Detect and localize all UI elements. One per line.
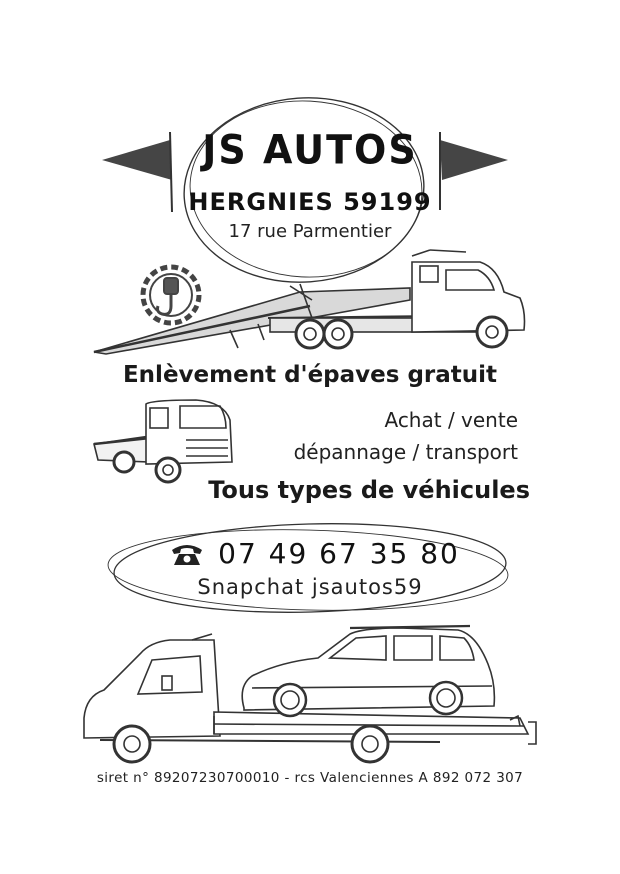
pennant-flag-icon <box>102 132 172 212</box>
pennant-flag-icon <box>440 132 508 210</box>
street-address: 17 rue Parmentier <box>228 221 392 242</box>
suv-car-illustration <box>242 626 494 716</box>
service-buy-sell: Achat / vente <box>384 408 518 432</box>
free-wreck-removal-headline: Enlèvement d'épaves gratuit <box>122 362 498 388</box>
phone-number[interactable]: 07 49 67 35 80 <box>218 537 460 570</box>
city-line: HERGNIES 59199 <box>188 188 432 216</box>
service-tow-transport: dépannage / transport <box>293 440 518 464</box>
tow-truck-illustration <box>94 250 525 354</box>
tow-truck-illustration <box>94 400 232 482</box>
siret-registration: siret n° 89207230700010 - rcs Valenciennes A 892 072 307 <box>96 770 524 786</box>
business-name: JS AUTOS <box>202 126 418 174</box>
phone-row <box>160 537 470 570</box>
tow-hook-gear-icon <box>143 267 199 323</box>
telephone-icon <box>170 542 204 566</box>
all-vehicle-types-tagline: Tous types de véhicules <box>208 476 530 504</box>
snapchat-handle[interactable]: Snapchat jsautos59 <box>197 575 423 599</box>
